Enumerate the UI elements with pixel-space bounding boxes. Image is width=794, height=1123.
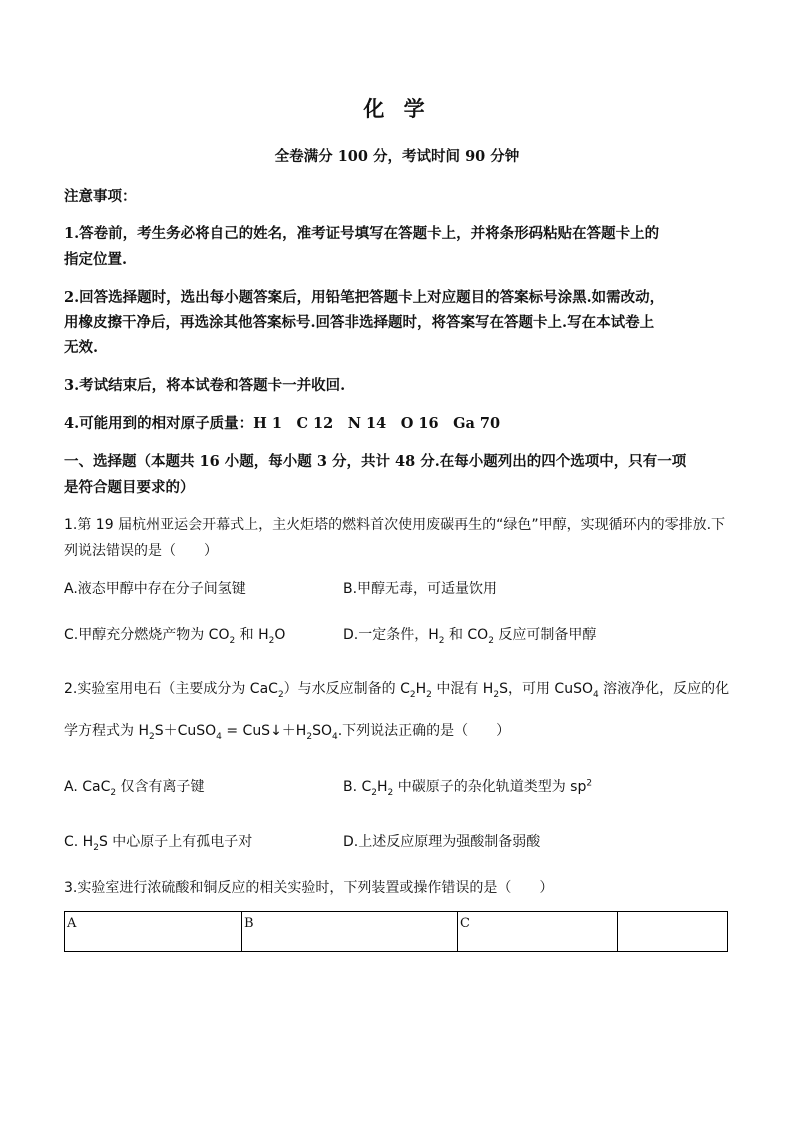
notice-item-4: 4.可能用到的相对原子质量：H 1 C 12 N 14 O 16 Ga 70 bbox=[64, 415, 501, 432]
notice-item-2-line-3: 无效. bbox=[64, 339, 99, 356]
notice-item-1-line-2: 指定位置. bbox=[64, 251, 128, 268]
question-2-stem-line-1: 2.实验室用电石（主要成分为 CaC$_2$）与水反应制备的 $C_2H_2$ 中混有 $H_2S$，可用 CuSO$_4$ 溶液净化，反应的化 bbox=[64, 681, 730, 700]
question-1-option-d: D.一定条件，$H_2$ 和 $CO_2$ 反应可制备甲醇 bbox=[343, 627, 597, 646]
exam-info: 全卷满分 100 分，考试时间 90 分钟 bbox=[274, 148, 520, 165]
question-3-option-table bbox=[64, 911, 728, 952]
question-2-option-c: C. $H_2S$ 中心原子上有孤电子对 bbox=[64, 834, 253, 853]
table-cell-c: C bbox=[458, 912, 618, 952]
question-3-stem: 3.实验室进行浓硫酸和铜反应的相关实验时，下列装置或操作错误的是（ ） bbox=[64, 880, 554, 896]
question-1-option-a: A.液态甲醇中存在分子间氢键 bbox=[64, 581, 246, 597]
table-cell-a: A bbox=[65, 912, 242, 952]
table-cell-b: B bbox=[242, 912, 458, 952]
notice-heading: 注意事项： bbox=[64, 188, 137, 205]
table-cell-d bbox=[618, 912, 728, 952]
section-heading-line-2: 是符合题目要求的） bbox=[64, 479, 195, 496]
question-1-option-c: C.甲醇充分燃烧产物为 $CO_2$ 和 $H_2O$ bbox=[64, 627, 286, 646]
question-1-stem-line-2: 列说法错误的是（ ） bbox=[64, 543, 218, 559]
question-2-option-b: B. $C_2H_2$ 中碳原子的杂化轨道类型为 $sp^2$ bbox=[343, 778, 593, 798]
notice-item-1-line-1: 1.答卷前，考生务必将自己的姓名，准考证号填写在答题卡上，并将条形码粘贴在答题卡上的 bbox=[64, 225, 660, 242]
section-heading-line-1: 一、选择题（本题共 16 小题，每小题 3 分，共计 48 分.在每小题列出的四个选项中，只有一项 bbox=[64, 453, 687, 470]
notice-item-2-line-2: 用橡皮擦干净后，再选涂其他答案标号.回答非选择题时，将答案写在答题卡上.写在本试卷上 bbox=[64, 314, 655, 331]
question-2-option-d: D.上述反应原理为强酸制备弱酸 bbox=[343, 834, 541, 850]
notice-item-3: 3.考试结束后，将本试卷和答题卡一并收回. bbox=[64, 377, 346, 394]
question-1-stem-line-1: 1.第 19 届杭州亚运会开幕式上，主火炬塔的燃料首次使用废碳再生的“绿色”甲醇，实现循环内的零排放.下 bbox=[64, 517, 726, 533]
page-title: 化 学 bbox=[363, 96, 431, 121]
question-2-stem-line-2: 学方程式为 $H_2S+CuSO_4$ = $CuS↓+H_2SO_4$.下列说法正确的是（ ） bbox=[64, 723, 511, 742]
question-2-option-a: A. CaC$_2$ 仅含有离子键 bbox=[64, 779, 205, 798]
notice-item-2-line-1: 2.回答选择题时，选出每小题答案后，用铅笔把答题卡上对应题目的答案标号涂黑.如需改动， bbox=[64, 289, 665, 306]
question-1-option-b: B.甲醇无毒，可适量饮用 bbox=[343, 581, 498, 597]
